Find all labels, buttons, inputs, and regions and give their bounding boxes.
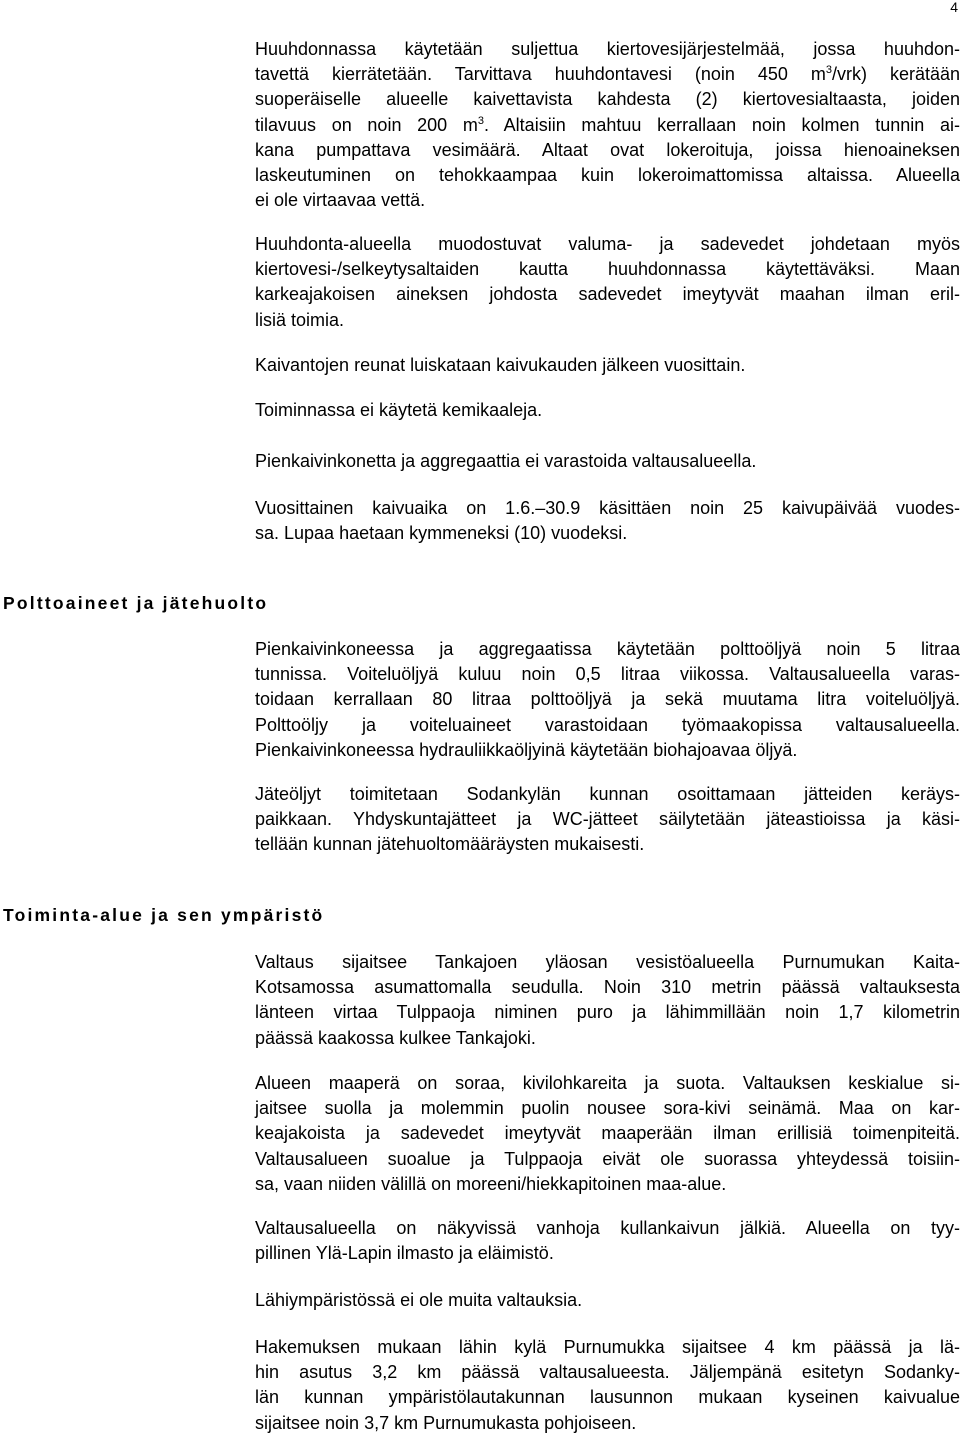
paragraph-gold-digging [255, 1216, 960, 1266]
text-line: pillinen Ylä-Lapin ilmasto ja eläimistö. [255, 1243, 554, 1264]
text-line: jaitsee suolla ja molemmin puolin nousee sora-kivi seinämä. Maa on kar- [255, 1098, 960, 1119]
paragraph-nearest-village [255, 1335, 960, 1436]
text-line: Huuhdonnassa käytetään suljettua kiertovesijärjestelmää, jossa huuhdon- [255, 39, 960, 59]
text-line: Polttoöljy ja voiteluaineet varastoidaan työmaakopissa valtausalueella. [255, 714, 960, 735]
text-line: paikkaan. Yhdyskuntajätteet ja WC-jätteet säilytetään jäteastioissa ja käsi- [255, 809, 960, 830]
text-line: Kaivantojen reunat luiskataan kaivukauden jälkeen vuosittain. [255, 355, 746, 375]
text-line: Valtausalueella on näkyvissä vanhoja kullankaivun jälkiä. Alueella on tyy- [255, 1218, 960, 1238]
text-line: toidaan kerrallaan 80 litraa polttoöljyä ja sekä muutama litra voiteluöljyä. [255, 689, 960, 710]
text-line: ei ole virtaavaa vettä. [255, 190, 426, 211]
text-line: Alueen maaperä on soraa, kivilohkareita ja suota. Valtauksen keskialue si- [255, 1073, 960, 1093]
text-line: laskeutuminen on tehokkaampaa kuin lokeroimattomissa altaissa. Alueella [255, 165, 960, 186]
paragraph-slopes [255, 353, 960, 378]
paragraph-chemicals [255, 398, 960, 423]
text-line: karkeajakoisen aineksen johdosta sadevedet imeytyvät maahan ilman eril- [255, 284, 960, 305]
text-line: sa. Lupaa haetaan kymmeneksi (10) vuodeksi. [255, 523, 628, 544]
text-line: tellään kunnan jätehuoltomääräysten mukaisesti. [255, 834, 645, 855]
text-line: Pienkaivinkonetta ja aggregaattia ei varastoida valtausalueella. [255, 451, 757, 471]
text-line: Toiminnassa ei käytetä kemikaaleja. [255, 400, 543, 420]
paragraph-water-circulation [255, 37, 960, 213]
text-line: tilavuus on noin 200 $m^3$. Altaisiin mahtuu kerrallaan noin kolmen tunnin ai- [255, 114, 960, 135]
text-line: keajakoista ja sadevedet imeytyvät maaperään ilman erillisiä toimenpiteitä. [255, 1123, 960, 1144]
text-line: Jäteöljyt toimitetaan Sodankylän kunnan osoittamaan jätteiden keräys- [255, 784, 960, 804]
text-line: kana pumpattava vesimäärä. Altaat ovat lokeroituja, joissa hienoaineksen [255, 139, 960, 160]
text-line: länteen virtaa Tulppaoja niminen puro ja lähimmillään noin 1,7 kilometrin [255, 1002, 960, 1023]
paragraph-digging-season [255, 496, 960, 546]
text-line: tunnissa. Voiteluöljyä kuluu noin 0,5 litraa viikossa. Valtausalueella varas- [255, 664, 960, 685]
paragraph-fuel-use [255, 637, 960, 763]
text-line: kiertovesi-/selkeytysaltaiden kautta huuhdonnassa käytettäväksi. Maan [255, 259, 960, 280]
text-line: Lähiympäristössä ei ole muita valtauksia. [255, 1290, 583, 1310]
paragraph-storage [255, 449, 960, 474]
text-line: Valtaus sijaitsee Tankajoen yläosan vesistöalueella Purnumukan Kaita- [255, 952, 960, 972]
text-line: sijaitsee noin 3,7 km Purnumukasta pohjoiseen. [255, 1412, 637, 1433]
text-line: Hakemuksen mukaan lähin kylä Purnumukka sijaitsee 4 km päässä ja lä- [255, 1337, 960, 1357]
text-line: hin asutus 3,2 km päässä valtausalueesta. Jäljempänä esitetyn Sodanky- [255, 1362, 960, 1383]
text-line: Pienkaivinkoneessa hydrauliikkaöljyinä käytetään biohajoavaa öljyä. [255, 739, 798, 760]
text-line: sa, vaan niiden välillä on moreeni/hiekkapitoinen maa-alue. [255, 1173, 727, 1194]
section-heading-area-environment: Toiminta-alue ja sen ympäristö [3, 905, 325, 925]
paragraph-location [255, 950, 960, 1051]
text-line: Huuhdonta-alueella muodostuvat valuma- ja sadevedet johdetaan myös [255, 234, 960, 254]
text-line: suoperäiselle alueelle kaivettavista kahdesta (2) kiertovesialtaasta, joiden [255, 89, 960, 110]
paragraph-soil [255, 1071, 960, 1197]
text-line: Kotsamossa asumattomalla seudulla. Noin 310 metrin päässä valtauksesta [255, 977, 960, 998]
paragraph-other-claims [255, 1288, 960, 1313]
text-line: tavettä kierrätetään. Tarvittava huuhdontavesi (noin 450 $m^3/vrk$) kerätään [255, 64, 960, 85]
text-line: Valtausalueen suoalue ja Tulppaoja eivät ole suorassa yhteydessä toisiin- [255, 1148, 960, 1169]
text-line: lisiä toimia. [255, 309, 345, 330]
text-line: län kunnan ympäristölautakunnan lausunnon mukaan kyseinen kaivualue [255, 1387, 960, 1408]
paragraph-waste-oil [255, 782, 960, 858]
paragraph-runoff [255, 232, 960, 333]
section-heading-fuels-waste: Polttoaineet ja jätehuolto [3, 593, 269, 613]
text-line: Vuosittainen kaivuaika on 1.6.–30.9 käsittäen noin 25 kaivupäivää vuodes- [255, 498, 960, 518]
text-line: Pienkaivinkoneessa ja aggregaatissa käytetään polttoöljyä noin 5 litraa [255, 639, 960, 659]
page-number: 4 [950, 0, 958, 15]
text-line: päässä kaakossa kulkee Tankajoki. [255, 1027, 536, 1048]
